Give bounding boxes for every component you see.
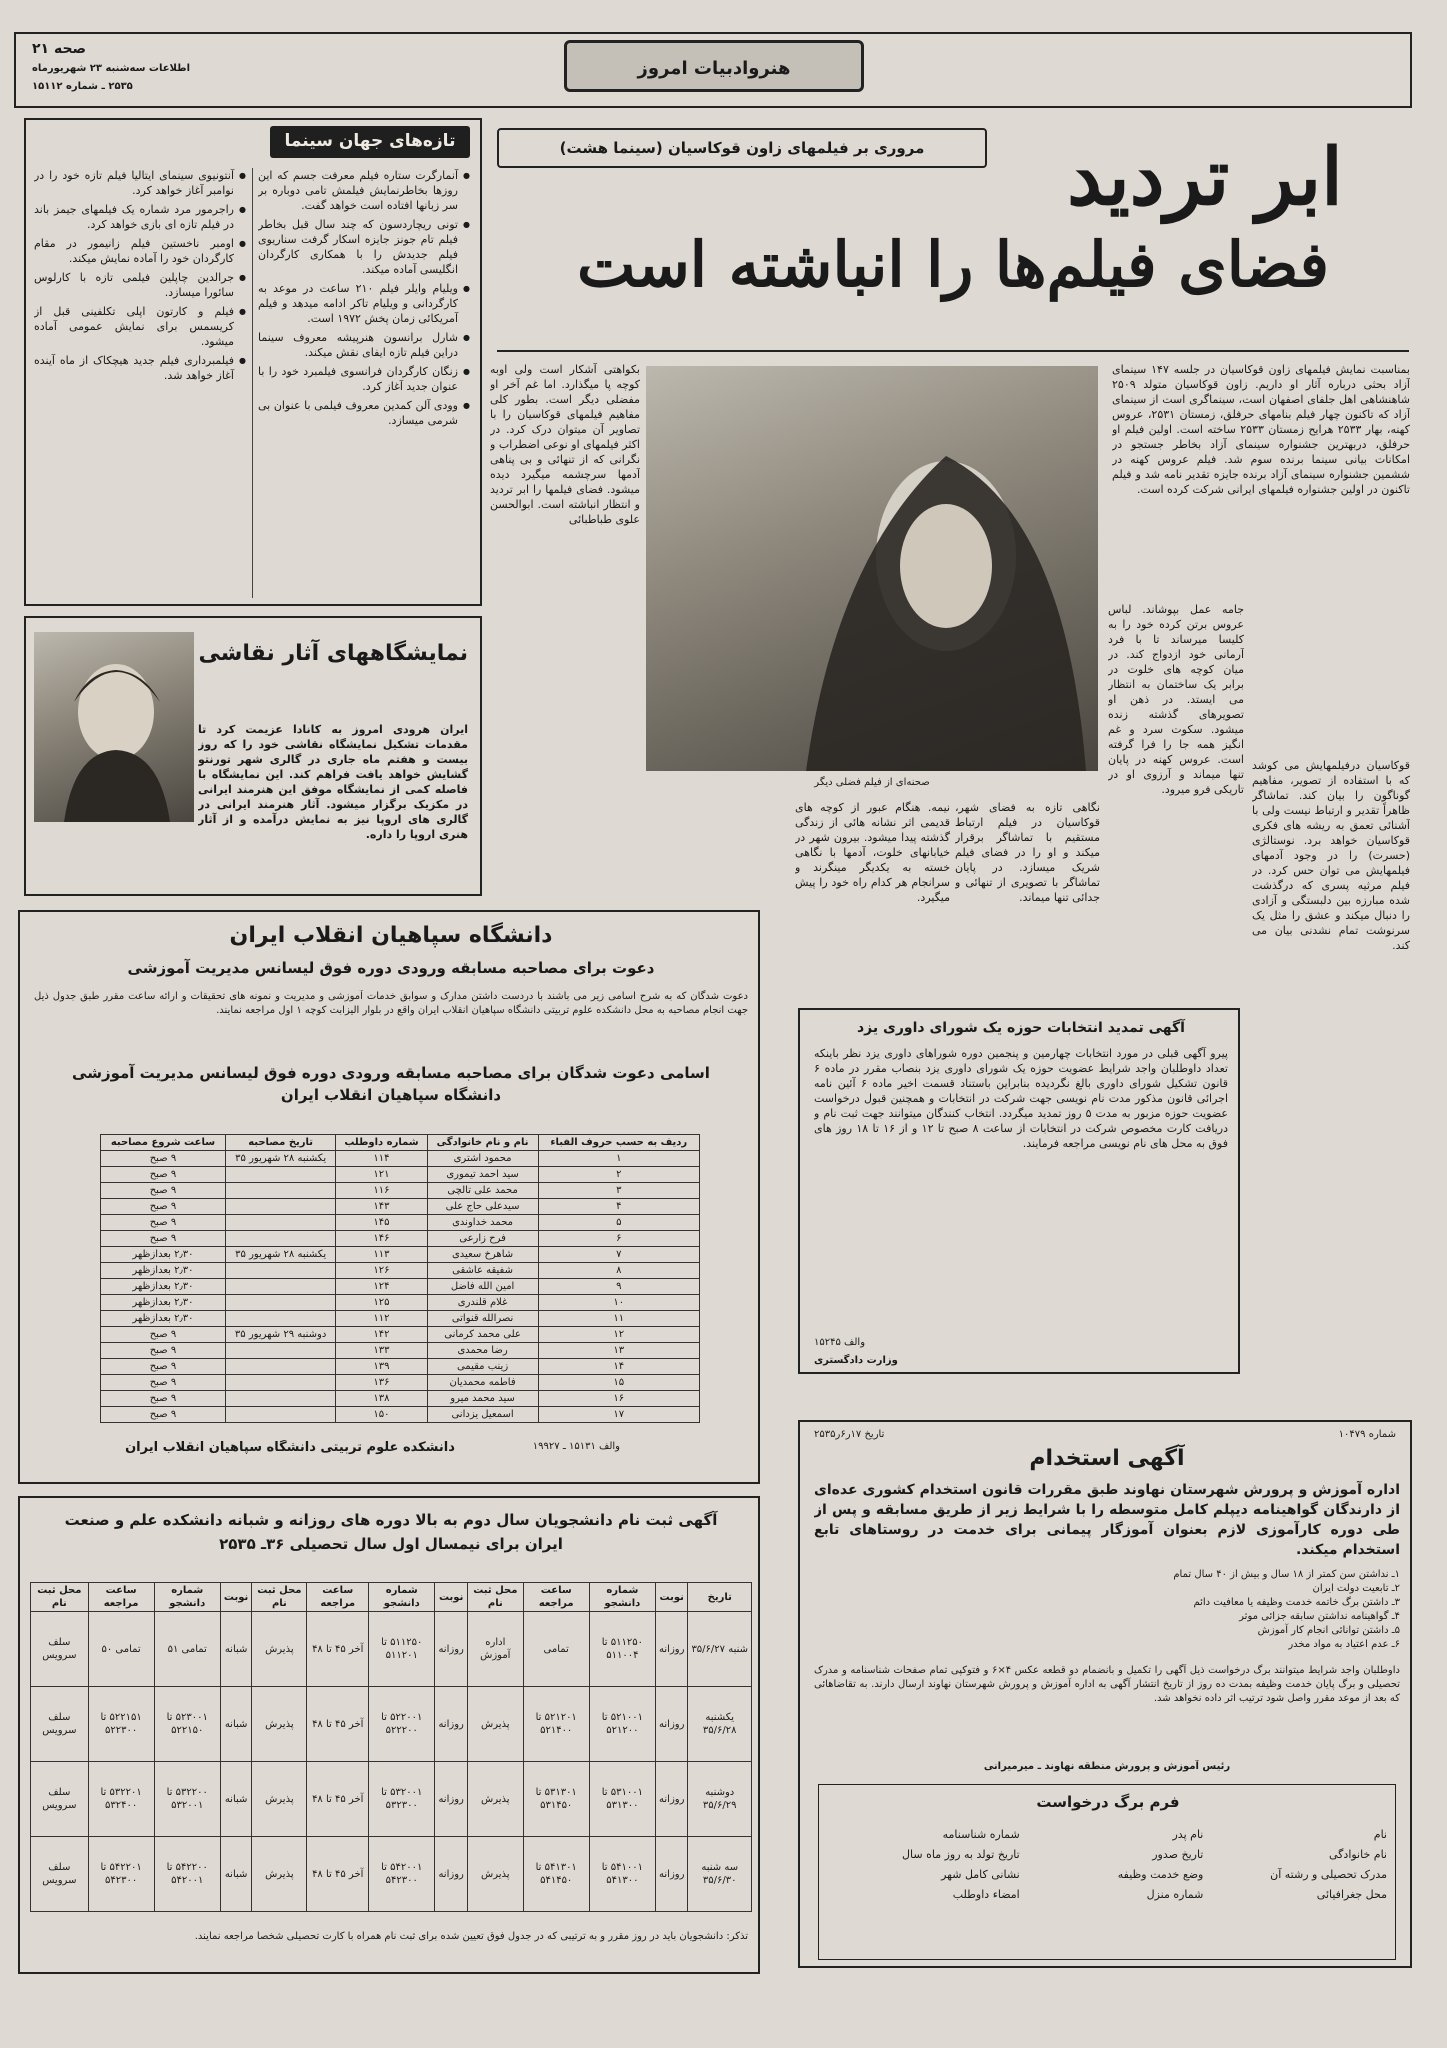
table-cell: ۱۳۶ <box>336 1375 427 1391</box>
table-cell: ۵۳۲۲۰۱ تا ۵۳۲۴۰۰ <box>88 1762 154 1837</box>
table-cell: شفیقه عاشقی <box>427 1263 538 1279</box>
table-cell: ۱۳۹ <box>336 1359 427 1375</box>
table-cell: دوشنبه ۳۵/۶/۲۹ <box>688 1762 752 1837</box>
table-cell: ۹ صبح <box>101 1231 226 1247</box>
table-cell: محمد خداوندی <box>427 1215 538 1231</box>
table-cell: ۹ صبح <box>101 1215 226 1231</box>
table-cell: ۱ <box>538 1151 699 1167</box>
condition-item: ۶ـ عدم اعتیاد به مواد مخدر <box>1288 1639 1400 1650</box>
news-item: ● فیلم و کارتون اپلی تکلفینی قبل از کریسمس برای نمایش عمومی آماده میشود. <box>34 304 246 349</box>
table-cell: ۱۲۶ <box>336 1263 427 1279</box>
table-header: شماره داوطلب <box>336 1135 427 1151</box>
form-field: تاریخ تولد به روز ماه سال <box>902 1848 1020 1861</box>
table-cell: ۲ <box>538 1167 699 1183</box>
table-cell: ۹ صبح <box>101 1359 226 1375</box>
table-cell: ۱۴ <box>538 1359 699 1375</box>
table-cell: روزانه <box>435 1687 467 1762</box>
table-cell: محمد علی تالچی <box>427 1183 538 1199</box>
table-cell: سلف سرویس <box>31 1837 89 1912</box>
table-cell: سید محمد میرو <box>427 1391 538 1407</box>
table-header: شماره دانشجو <box>589 1583 655 1612</box>
news-item: ● تونی ریچاردسون که چند سال قبل بخاطر فیلم تام جونز جایزه اسکار گرفت سناریوی فیلم جدیدش را با همکاری کارگردان انگلیسی آماده میکند. <box>258 217 470 277</box>
news-item: ● اومبر ناخستین فیلم زانیمور در مقام کارگردان خود را آماده نمایش میکند. <box>34 236 246 266</box>
table-row <box>31 1612 752 1687</box>
article-col1b <box>1252 758 1410 1498</box>
table-header-row <box>31 1583 752 1612</box>
table-row <box>101 1343 700 1359</box>
condition-item: ۵ـ داشتن توانائی انجام کار آموزش <box>1257 1625 1400 1636</box>
table-cell <box>225 1295 335 1311</box>
table-cell: ۸ <box>538 1263 699 1279</box>
table-cell: ۲٫۳۰ بعدازظهر <box>101 1295 226 1311</box>
news-item: ● ویلیام وایلر فیلم ۲۱۰ ساعت در موعد به کارگردانی و ویلیام تاکر ادامه میدهد و فیلم آمریکائی زمان پخش ۱۹۷۲ است. <box>258 281 470 326</box>
table-cell: یکشنبه ۲۸ شهریور ۳۵ <box>225 1247 335 1263</box>
table-cell: ۱۲ <box>538 1327 699 1343</box>
news-item: ● آنتونیوی سینمای ایتالیا فیلم تازه خود را در نوامبر آغاز خواهد کرد. <box>34 168 246 198</box>
employment-lead: اداره آموزش و پرورش شهرستان نهاوند طبق مقررات قانون استخدام کشوری عده‌ای از دارندگان گواهینامه دیپلم کامل متوسطه را با شرایط زیر از طریق مسابقه و پس از طی دوره کارآموزی لازم بعنوان آموزگار پیمانی برای خدمت در روستاهای تابع استخدام میکند. <box>814 1482 1400 1558</box>
employment-date: تاریخ ۱۷ر۶ر۲۵۳۵ <box>814 1429 885 1440</box>
table-row <box>101 1327 700 1343</box>
table-cell <box>225 1311 335 1327</box>
table-row <box>31 1687 752 1762</box>
form-field: نام خانوادگی <box>1329 1848 1387 1861</box>
table-row <box>101 1199 700 1215</box>
university-body: دعوت شدگان که به شرح اسامی زیر می باشند با دردست داشتن مدارک و سوابق خدمات آموزشی و مدیریت و نمونه های تحقیقات و ارائه ساعت مقرر طبق جدول ذیل جهت انجام مصاحبه به محل دانشکده علوم تربیتی دانشگاه سپاهیان انقلاب ایران واقع در بلوار الیزابت کوچه ۱ اول مراجعه نمایند. <box>34 991 748 1016</box>
woman-figure-icon <box>646 366 1098 771</box>
news-item: ● جرالدین چاپلین فیلمی تازه با کارلوس سائورا میسازد. <box>34 270 246 300</box>
masthead <box>14 32 1412 108</box>
table-cell: شبانه <box>220 1837 251 1912</box>
table-cell: ۹ صبح <box>101 1407 226 1423</box>
article-col4 <box>795 800 950 990</box>
table-cell: سه شنبه ۳۵/۶/۳۰ <box>688 1837 752 1912</box>
table-header: تاریخ مصاحبه <box>225 1135 335 1151</box>
table-cell: اسمعیل یزدانی <box>427 1407 538 1423</box>
table-row <box>31 1837 752 1912</box>
table-row <box>101 1215 700 1231</box>
table-cell <box>225 1407 335 1423</box>
table-row <box>101 1151 700 1167</box>
table-cell: روزانه <box>656 1762 688 1837</box>
exhibitions-title: نمایشگاههای آثار نقاشی <box>198 641 468 666</box>
table-row <box>101 1295 700 1311</box>
cinema-news-box <box>24 118 482 606</box>
table-cell: ۹ صبح <box>101 1199 226 1215</box>
table-cell: آخر ۴۵ تا ۴۸ <box>307 1837 369 1912</box>
table-row <box>101 1375 700 1391</box>
candidate-table-wrap <box>100 1134 700 1424</box>
form-field: وضع خدمت وظیفه <box>1117 1868 1204 1881</box>
table-cell: فرح زارعی <box>427 1231 538 1247</box>
table-cell: ۵ <box>538 1215 699 1231</box>
table-cell: ۱۱۴ <box>336 1151 427 1167</box>
condition-item: ۳ـ داشتن برگ خاتمه خدمت وظیفه یا معافیت دائم <box>1193 1597 1400 1608</box>
table-cell: ۵۴۲۲۰۱ تا ۵۴۲۳۰۰ <box>88 1837 154 1912</box>
application-form <box>818 1784 1396 1960</box>
table-cell <box>225 1231 335 1247</box>
table-cell <box>225 1375 335 1391</box>
table-cell: سلف سرویس <box>31 1612 89 1687</box>
table-cell: تمامی ۵۱ <box>154 1612 220 1687</box>
table-cell: ۱۳۳ <box>336 1343 427 1359</box>
portrait-icon <box>34 632 194 822</box>
registration-table <box>30 1582 752 1912</box>
table-body <box>31 1612 752 1912</box>
form-field: شماره شناسنامه <box>942 1828 1020 1841</box>
table-cell: نصرالله قنواتی <box>427 1311 538 1327</box>
table-cell: ۵۳۱۰۰۱ تا ۵۳۱۳۰۰ <box>589 1762 655 1837</box>
form-fields <box>829 1823 1387 1953</box>
table-cell: تمامی ۵۰ <box>88 1612 154 1687</box>
table-cell: غلام قلندری <box>427 1295 538 1311</box>
section-title: هنروادبیات امروز <box>564 40 864 92</box>
issue-line: ۲۵۳۵ ـ شماره ۱۵۱۱۲ <box>32 81 133 92</box>
table-cell: ۵۱۱۲۵۰ تا ۵۱۱۰۰۴ <box>589 1612 655 1687</box>
table-cell: ۱۵ <box>538 1375 699 1391</box>
table-header: ساعت شروع مصاحبه <box>101 1135 226 1151</box>
table-header: تاریخ <box>688 1583 752 1612</box>
table-cell: سلف سرویس <box>31 1687 89 1762</box>
table-header: محل ثبت نام <box>467 1583 523 1612</box>
table-row <box>101 1183 700 1199</box>
table-cell: ۵۲۲۱۵۱ تا ۵۲۲۳۰۰ <box>88 1687 154 1762</box>
university-notice <box>18 910 760 1484</box>
form-field: نام <box>1373 1828 1387 1841</box>
news-item: ● زنگان کارگردان فرانسوی فیلمبرد خود را با عنوان جدید آغاز کرد. <box>258 364 470 394</box>
table-cell <box>225 1279 335 1295</box>
table-cell: ۱۴۶ <box>336 1231 427 1247</box>
table-header: ردیف به حسب حروف الفباء <box>538 1135 699 1151</box>
table-cell: سید احمد تیموری <box>427 1167 538 1183</box>
table-cell <box>225 1183 335 1199</box>
table-cell: شبانه <box>220 1687 251 1762</box>
form-field: تاریخ صدور <box>1152 1848 1204 1861</box>
table-cell: ۶ <box>538 1231 699 1247</box>
table-cell: ۲٫۳۰ بعدازظهر <box>101 1311 226 1327</box>
table-cell <box>225 1263 335 1279</box>
table-cell: ۵۱۱۲۵۰ تا ۵۱۱۲۰۱ <box>369 1612 435 1687</box>
university-list-title: اسامی دعوت شدگان برای مصاحبه مسابقه ورودی دوره فوق لیسانس مدیریت آموزشی دانشگاه سپاهیان انقلاب ایران <box>72 1064 710 1104</box>
table-cell: ۵۳۲۲۰۰ تا ۵۳۲۰۰۱ <box>154 1762 220 1837</box>
table-cell: ۱۳ <box>538 1343 699 1359</box>
table-cell: ۵۴۲۲۰۰ تا ۵۴۲۰۰۱ <box>154 1837 220 1912</box>
table-header: نام و نام خانوادگی <box>427 1135 538 1151</box>
yazd-title: آگهی تمدید انتخابات حوزه یک شورای داوری یزد <box>857 1020 1185 1036</box>
table-header: محل ثبت نام <box>252 1583 307 1612</box>
table-header: نوبت <box>220 1583 251 1612</box>
news-item: ● فیلمبرداری فیلم جدید هیچکاک از ماه آینده آغاز خواهد شد. <box>34 353 246 383</box>
registration-notice <box>18 1496 760 1974</box>
film-still-photo <box>646 366 1098 771</box>
article-paragraph: بکواهتی آشکار است ولی اوبه کوچه پا میگذارد. اما غم آخر او مفضلی دیگر است. بطور کلی مفاهیم فیلمهای قوکاسیان را با تصاویر آن میتوان درک کرد. در اکثر فیلمهای او نوعی اضطراب و نگرانی که از تنهائی و بی پناهی آدمها سرچشمه میگیرد دیده میشود. فضای فیلمها را ابر تردید و انتظار انباشته است. ابوالحسن علوی طباطبائی <box>490 363 640 526</box>
table-cell: شبانه <box>220 1612 251 1687</box>
table-cell: ۱۱۳ <box>336 1247 427 1263</box>
article-kicker: مروری بر فیلمهای زاون قوکاسیان (سینما هشت) <box>497 128 987 168</box>
table-cell: روزانه <box>435 1762 467 1837</box>
table-cell: روزانه <box>656 1612 688 1687</box>
table-cell: ۲٫۳۰ بعدازظهر <box>101 1247 226 1263</box>
table-cell: ۵۲۱۲۰۱ تا ۵۲۱۴۰۰ <box>523 1687 589 1762</box>
table-cell: ۵۲۳۰۰۱ تا ۵۲۲۱۵۰ <box>154 1687 220 1762</box>
table-header: نوبت <box>435 1583 467 1612</box>
table-cell: روزانه <box>435 1612 467 1687</box>
employment-ref: شماره ۱۰۴۷۹ <box>1338 1429 1396 1440</box>
table-cell: شاهرخ سعیدی <box>427 1247 538 1263</box>
table-cell: روزانه <box>656 1837 688 1912</box>
table-cell: پذیرش <box>467 1687 523 1762</box>
table-cell: ۱۱۲ <box>336 1311 427 1327</box>
table-cell <box>225 1167 335 1183</box>
employment-signature: رئیس آموزش و پرورش منطقه نهاوند ـ میرمیرانی <box>983 1761 1231 1772</box>
table-header: شماره دانشجو <box>369 1583 435 1612</box>
article-col3 <box>490 362 640 917</box>
table-cell: ۹ صبح <box>101 1391 226 1407</box>
table-cell: پذیرش <box>467 1762 523 1837</box>
table-cell: ۱۵۰ <box>336 1407 427 1423</box>
table-cell: روزانه <box>435 1837 467 1912</box>
table-cell: ۱۴۵ <box>336 1215 427 1231</box>
table-header: محل ثبت نام <box>31 1583 89 1612</box>
yazd-ref: والف ۱۵۲۴۵ <box>814 1337 866 1348</box>
table-cell: ۱۲۴ <box>336 1279 427 1295</box>
photo-caption: صحنه‌ای از فیلم فضلی دیگر <box>814 777 930 788</box>
table-header: نوبت <box>656 1583 688 1612</box>
table-cell: محمود اشتری <box>427 1151 538 1167</box>
yazd-body: پیرو آگهی قبلی در مورد انتخابات چهارمین و پنجمین دوره شوراهای داوری یزد نظر باینکه تعداد داوطلبان واجد شرایط عضویت حوزه یک شورای داوری یزد بنصاب مقرر در ماده ۶ قانون تشکیل شورای داوری بالغ نگردیده بنابراین باستناد قسمت اخیر ماده ۶ آئین نامه اجرائی قانون مذکور مدت نام نویسی جهت شرکت در انتخابات و همچنین قبول درخواست عضویت حوزه مزبور به مدت ۵ روز تمدید میگردد. انتخاب کنندگان میتوانند جهت ثبت نام و دریافت کارت مخصوص شرکت در انتخابات از ساعت ۸ صبح تا ۱۲ و از ۱۶ تا ۱۸ روز های فوق به محل های نام نویسی مراجعه فرمایند. <box>814 1047 1228 1150</box>
table-header: شماره دانشجو <box>154 1583 220 1612</box>
table-cell: ۵۴۱۰۰۱ تا ۵۴۱۳۰۰ <box>589 1837 655 1912</box>
article-paragraph: نیمه. هنگام عبور از کوچه های قدیمی اثر نشانه هائی از زندگی گذشته پیدا میشود. بیرون شهر در خیابانهای خلوت، آدمها با نگاهی خسته به یکدیگر مینگرند و سرانجام هر کدام راه خود را پیش میگیرد. <box>795 801 950 904</box>
yazd-notice <box>798 1008 1240 1374</box>
headline-rule <box>497 350 1409 352</box>
table-cell <box>225 1343 335 1359</box>
table-cell: سلف سرویس <box>31 1762 89 1837</box>
cinema-news-col-right <box>258 168 470 598</box>
news-item: ● شارل برانسون هنرپیشه معروف سینما دراین فیلم تازه ایفای نقش میکند. <box>258 330 470 360</box>
university-ref: والف ۱۵۱۳۱ ـ ۱۹۹۲۷ <box>532 1441 620 1452</box>
table-cell: پذیرش <box>252 1837 307 1912</box>
table-cell: ۱۱۶ <box>336 1183 427 1199</box>
table-header: ساعت مراجعه <box>523 1583 589 1612</box>
employment-title: آگهی استخدام <box>1029 1446 1185 1471</box>
table-row <box>101 1359 700 1375</box>
table-cell: دوشنبه ۲۹ شهریور ۳۵ <box>225 1327 335 1343</box>
condition-item: ۱ـ نداشتن سن کمتر از ۱۸ سال و بیش از ۴۰ سال تمام <box>1173 1569 1400 1580</box>
table-cell: ۵۴۲۰۰۱ تا ۵۴۲۳۰۰ <box>369 1837 435 1912</box>
exhibitions-box <box>24 616 482 896</box>
table-cell: ۹ صبح <box>101 1167 226 1183</box>
table-cell: ۱۲۱ <box>336 1167 427 1183</box>
headline-line2: فضای فیلم‌ها را انباشته است <box>576 228 1330 301</box>
table-cell: سیدعلی حاج علی <box>427 1199 538 1215</box>
registration-table-wrap <box>30 1582 752 1922</box>
registration-note: تذکر: دانشجویان باید در روز مقرر و به ترتیبی که در جدول فوق تعیین شده برای ثبت نام همراه با کارت تحصیلی شخصا مراجعه نمایند. <box>194 1931 748 1942</box>
cinema-news-col-left <box>34 168 246 598</box>
table-header-row <box>101 1135 700 1151</box>
table-cell: علی محمد کرمانی <box>427 1327 538 1343</box>
table-cell: ۹ <box>538 1279 699 1295</box>
table-row <box>101 1279 700 1295</box>
condition-item: ۲ـ تابعیت دولت ایران <box>1312 1583 1400 1594</box>
page-number: صحه ۲۱ <box>32 42 87 56</box>
form-field: شماره منزل <box>1146 1888 1204 1901</box>
table-cell: ۱۳۸ <box>336 1391 427 1407</box>
table-cell: ۷ <box>538 1247 699 1263</box>
table-row <box>31 1762 752 1837</box>
form-field: مدرک تحصیلی و رشته آن <box>1270 1868 1387 1881</box>
form-field: نشانی کامل شهر <box>941 1868 1020 1881</box>
university-title: دانشگاه سپاهیان انقلاب ایران <box>229 923 553 948</box>
table-cell: پذیرش <box>252 1762 307 1837</box>
table-cell: ۱۷ <box>538 1407 699 1423</box>
condition-item: ۴ـ گواهینامه نداشتن سابقه جزائی موثر <box>1239 1611 1400 1622</box>
table-cell: پذیرش <box>252 1687 307 1762</box>
table-cell: ۱۶ <box>538 1391 699 1407</box>
form-field: امضاء داوطلب <box>952 1888 1020 1901</box>
table-cell <box>225 1391 335 1407</box>
table-cell: ۱۰ <box>538 1295 699 1311</box>
table-cell <box>225 1359 335 1375</box>
employment-notice <box>798 1420 1412 1968</box>
table-cell: ۱۲۵ <box>336 1295 427 1311</box>
column-divider <box>252 168 253 598</box>
table-cell: ۳ <box>538 1183 699 1199</box>
table-cell: ۵۴۱۳۰۱ تا ۵۴۱۴۵۰ <box>523 1837 589 1912</box>
article-col5 <box>955 800 1100 990</box>
table-row <box>101 1407 700 1423</box>
table-cell <box>225 1199 335 1215</box>
table-cell: روزانه <box>656 1687 688 1762</box>
employment-conditions <box>814 1568 1400 1660</box>
table-cell: ۵۳۱۳۰۱ تا ۵۳۱۴۵۰ <box>523 1762 589 1837</box>
table-cell: تمامی <box>523 1612 589 1687</box>
table-cell: ۲٫۳۰ بعدازظهر <box>101 1263 226 1279</box>
yazd-signature: وزارت دادگستری <box>814 1355 898 1366</box>
table-cell: ۹ صبح <box>101 1375 226 1391</box>
news-item: ● آنمارگرت ستاره فیلم معرفت جسم که این روزها بخاطرنمایش فیلمش تامی دوباره بر سر زبانها افتاده است خواهد گفت. <box>258 168 470 213</box>
headline-line1: ابر تردید <box>1067 132 1343 223</box>
table-row <box>101 1391 700 1407</box>
form-field: نام پدر <box>1172 1828 1204 1841</box>
table-cell: امین الله فاضل <box>427 1279 538 1295</box>
table-cell: آخر ۴۵ تا ۴۸ <box>307 1612 369 1687</box>
table-cell: یکشنبه ۳۵/۶/۲۸ <box>688 1687 752 1762</box>
table-header: ساعت مراجعه <box>307 1583 369 1612</box>
table-row <box>101 1311 700 1327</box>
table-cell: زینب مقیمی <box>427 1359 538 1375</box>
table-cell <box>225 1215 335 1231</box>
table-row <box>101 1231 700 1247</box>
table-cell: ۱۱ <box>538 1311 699 1327</box>
table-cell: شبانه <box>220 1762 251 1837</box>
news-item: ● وودی آلن کمدین معروف فیلمی با عنوان بی شرمی میسازد. <box>258 398 470 428</box>
table-row <box>101 1247 700 1263</box>
date-line: اطلاعات سه‌شنبه ۲۳ شهریورماه <box>32 63 190 74</box>
candidate-table <box>100 1134 700 1423</box>
table-cell: پذیرش <box>467 1837 523 1912</box>
form-title: فرم برگ درخواست <box>1036 1793 1180 1811</box>
exhibitions-body: ایران هرودی امروز به کانادا عزیمت کرد تا مقدمات تشکیل نمایشگاه نقاشی خود را که روز بیست و هفتم ماه جاری در گالری شهر تورنتو گشایش خواهد یافت فراهم کند. این نمایشگاه با فاصله کمی از نمایشگاه موفق این هنرمند ایرانی در مکزیک برگزار میشود. آثار هنرمند ایرانی در گالری های اروپا نیز به نمایش درآمده و از آثار هنری اروپا را داره. <box>198 723 468 841</box>
table-cell: ۱۴۳ <box>336 1199 427 1215</box>
table-cell: ۹ صبح <box>101 1183 226 1199</box>
table-cell: رضا محمدی <box>427 1343 538 1359</box>
table-cell: آخر ۴۵ تا ۴۸ <box>307 1762 369 1837</box>
university-signature: دانشکده علوم تربیتی دانشگاه سپاهیان انقلاب ایران <box>125 1440 455 1455</box>
table-header: ساعت مراجعه <box>88 1583 154 1612</box>
table-cell: ۹ صبح <box>101 1151 226 1167</box>
form-field: محل جغرافیائی <box>1316 1888 1387 1901</box>
table-cell: ۹ صبح <box>101 1327 226 1343</box>
news-item: ● راجرمور مرد شماره یک فیلمهای جیمز باند در فیلم تازه ای بازی خواهد کرد. <box>34 202 246 232</box>
table-cell: ۵۲۱۰۰۱ تا ۵۲۱۲۰۰ <box>589 1687 655 1762</box>
university-subtitle: دعوت برای مصاحبه مسابقه ورودی دوره فوق لیسانس مدیریت آموزشی <box>127 959 655 977</box>
registration-title: آگهی ثبت نام دانشجویان سال دوم به بالا دوره های روزانه و شبانه دانشکده علم و صنعت ایران برای نیمسال اول سال تحصیلی ۳۶ـ ۲۵۳۵ <box>64 1511 718 1553</box>
table-cell: پذیرش <box>252 1612 307 1687</box>
table-cell: آخر ۴۵ تا ۴۸ <box>307 1687 369 1762</box>
table-cell: یکشنبه ۲۸ شهریور ۳۵ <box>225 1151 335 1167</box>
table-cell: ۹ صبح <box>101 1343 226 1359</box>
article-paragraph: قوکاسیان درفیلمهایش می کوشد که با استفاده از تصویر، مفاهیم گوناگون را بیان کند. تماشاگر ظاهراً تقدیر و ارتباط نیست ولی با آشنائی تعمق به ریشه های فکری قوکاسیان خواهد برد. نوستالژی (حسرت) را در وجود آدمهای فیلمهایش می توان حس کرد. در فیلم مرثیه پسری که درگذشت شده مبارزه بین دلبستگی و آزادی را دنبال میکند و عشق را مثل یک سرنوشت تمام نشدنی بیان می کند. <box>1252 759 1410 952</box>
table-body <box>101 1151 700 1423</box>
painter-portrait-photo <box>34 632 194 822</box>
table-cell: ۵۲۲۰۰۱ تا ۵۲۲۲۰۰ <box>369 1687 435 1762</box>
table-cell: ۴ <box>538 1199 699 1215</box>
table-cell: ۱۴۲ <box>336 1327 427 1343</box>
article-paragraph: نگاهی تازه به فضای شهر، قوکاسیان در فیلم ارتباط مستقیم با تماشاگر برقرار میکند و او را در فضای فیلم شریک میسازد. در پایان تماشاگر با تصویری از تنهائی و جدائی تنها میماند. <box>955 801 1100 904</box>
table-cell: ۵۳۲۰۰۱ تا ۵۳۲۳۰۰ <box>369 1762 435 1837</box>
table-cell: اداره آموزش <box>467 1612 523 1687</box>
employment-body: داوطلبان واجد شرایط میتوانند برگ درخواست ذیل آگهی را تکمیل و بانضمام دو قطعه عکس ۴×۶ و فتوکپی تمام صفحات شناسنامه و مدرک تحصیلی و برگ پایان خدمت وظیفه بمدت ده روز از تاریخ انتشار آگهی به اداره آموزش و پرورش شهرستان نهاوند ارسال دارند. به تقاضاهائی که بعد از موعد مقرر واصل شود ترتیب اثر داده نخواهد شد. <box>814 1665 1400 1704</box>
table-cell: شنبه ۳۵/۶/۲۷ <box>688 1612 752 1687</box>
cinema-news-title: تازه‌های جهان سینما <box>270 126 470 158</box>
article-paragraph: بمناسبت نمایش فیلمهای زاون قوکاسیان در جلسه ۱۴۷ سینمای آزاد بحثی درباره آثار او داریم. زاون قوکاسیان متولد ۲۵۰۹ شاهنشاهی اهل جلفای اصفهان است، سینماگری است از سینمای آزاد که تاکنون چهار فیلم بنامهای حرفلق، زمستان ۲۵۳۱، عروس کهنه، بهار ۲۵۳۳ هرایح زمستان ۲۵۳۳ ساخته است. اولین فیلم او حرفلق، دربهترین جشنواره سینمای آزاد بخاطر جستجو در امکانات بیانی سینما برنده سوم شد. فیلم عروس کهنه در ششمین جشنواره سینمای آزاد برنده جایزه تقدیر نامه شد و فیلم تاکنون در اولین جشنواره فیلمهای ایرانی شرکت کرده است. <box>1112 363 1410 496</box>
table-cell: فاطمه محمدیان <box>427 1375 538 1391</box>
table-cell: ۲٫۳۰ بعدازظهر <box>101 1279 226 1295</box>
table-row <box>101 1167 700 1183</box>
table-row <box>101 1263 700 1279</box>
article-paragraph: جامه عمل بپوشاند. لباس عروس برتن کرده خود را به کلیسا میرساند تا با فرد آرمانی خود ازدواج کند. در میان کوچه های خلوت در برابر یک ساختمان به انتظار می ایستد. در ذهن او تصویرهای گذشته زنده میشود. سکوت سرد و غم انگیز همه جا را فرا گرفته است. عروس کهنه در پایان تنها میماند و آرزوی او در تاریکی فرو میرود. <box>1108 603 1244 796</box>
